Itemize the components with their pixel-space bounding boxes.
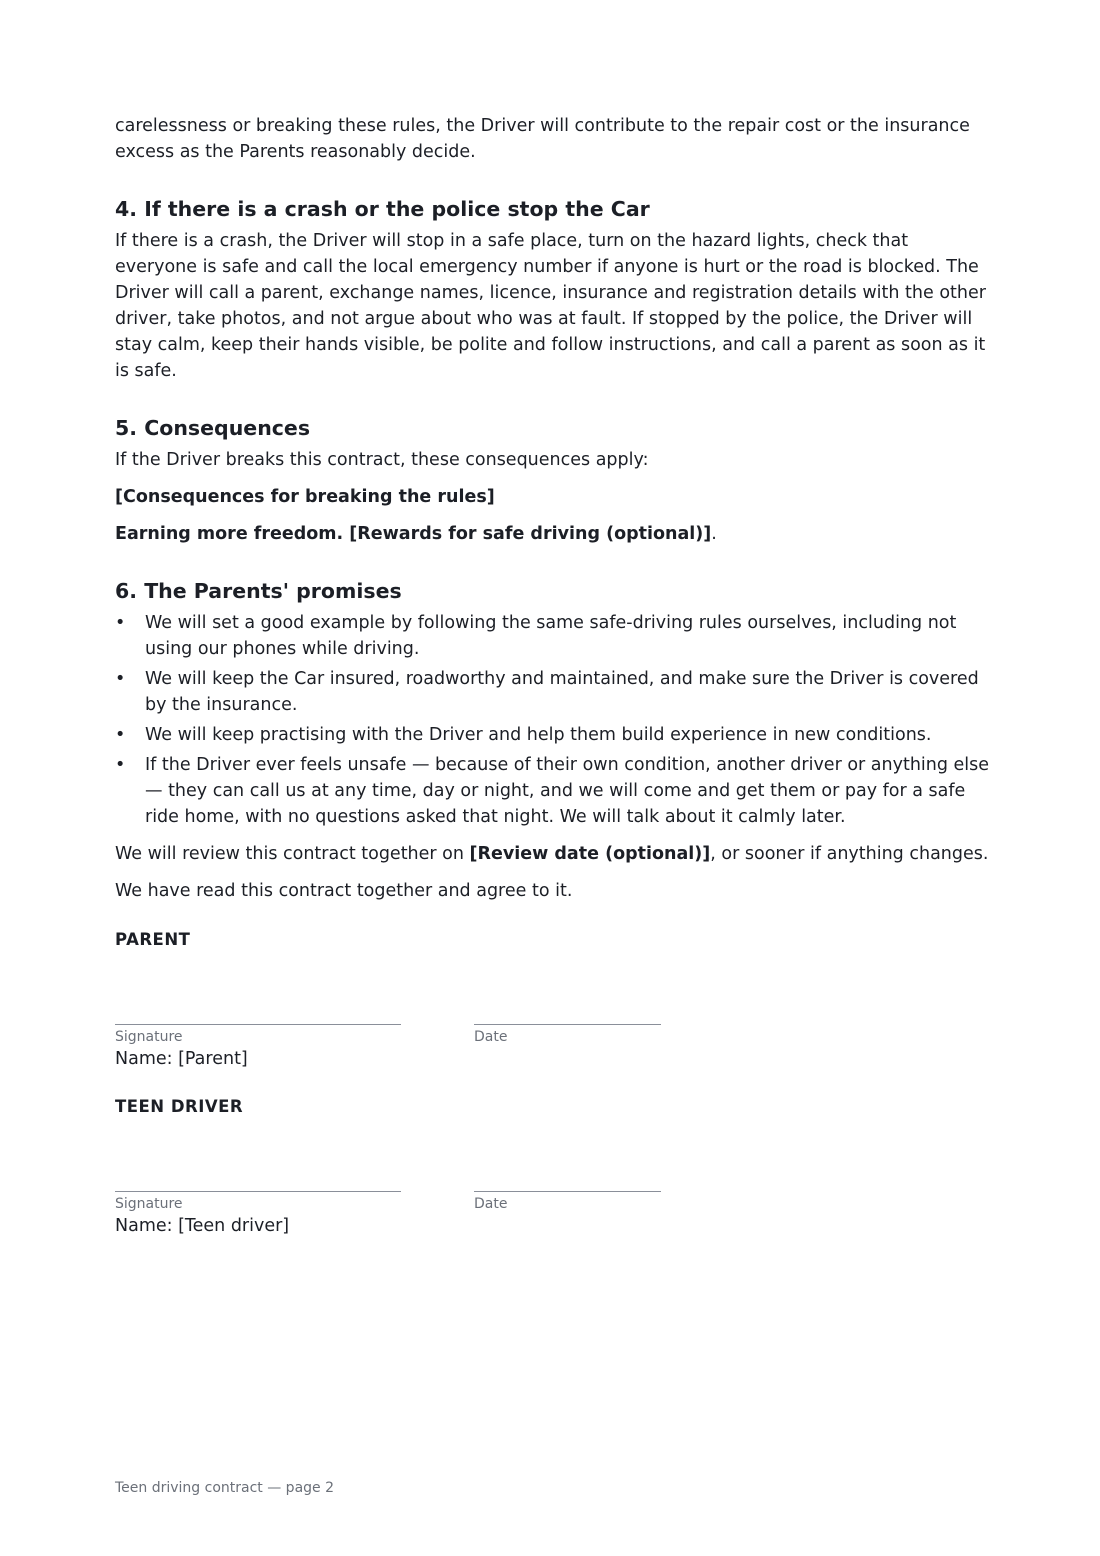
date-field[interactable] bbox=[474, 1024, 661, 1046]
section-heading: 4. If there is a crash or the police stop the Car bbox=[115, 197, 650, 221]
consequences-placeholder bbox=[115, 484, 995, 510]
list-item bbox=[115, 752, 995, 830]
promises-list bbox=[115, 610, 995, 830]
teen-driver-signature-block bbox=[115, 1096, 995, 1238]
list-item bbox=[115, 666, 995, 718]
date-line bbox=[474, 1024, 661, 1025]
promise-text: If the Driver ever feels unsafe — because of their own condition, another driver or anything else — they can call us at any time, day or night, and we will come and get them or pay for a safe ride home, with no questions asked that night. We will talk about it calmly later. bbox=[145, 755, 990, 827]
signature-row bbox=[115, 1191, 995, 1213]
page-footer: Teen driving contract — page 2 bbox=[115, 1480, 335, 1496]
section-parents-promises bbox=[115, 577, 995, 904]
signature-field[interactable] bbox=[115, 1024, 401, 1046]
section-consequences bbox=[115, 414, 995, 547]
rewards-period: . bbox=[711, 524, 717, 544]
signature-row bbox=[115, 1024, 995, 1046]
promise-text: We will keep the Car insured, roadworthy and maintained, and make sure the Driver is covered by the insurance. bbox=[145, 669, 979, 715]
bullet-icon: • bbox=[115, 725, 126, 745]
section-heading: 6. The Parents' promises bbox=[115, 579, 402, 603]
promise-text: We will keep practising with the Driver and help them build experience in new conditions. bbox=[145, 725, 932, 745]
rewards-placeholder: Earning more freedom. [Rewards for safe driving (optional)] bbox=[115, 524, 712, 544]
signature-field[interactable] bbox=[115, 1191, 401, 1213]
section-crash-police bbox=[115, 195, 995, 384]
review-paragraph bbox=[115, 841, 995, 867]
consequences-intro: If the Driver breaks this contract, these consequences apply: bbox=[115, 450, 649, 470]
signer-name: Name: [Teen driver] bbox=[115, 1216, 290, 1236]
bullet-icon: • bbox=[115, 755, 126, 775]
signer-name: Name: [Parent] bbox=[115, 1049, 248, 1069]
parent-signature-block bbox=[115, 929, 995, 1071]
promise-text: We will set a good example by following the same safe-driving rules ourselves, including not using our phones while driving. bbox=[145, 613, 957, 659]
signature-heading: PARENT bbox=[115, 930, 191, 949]
signature-line bbox=[115, 1024, 401, 1025]
signature-caption: Signature bbox=[115, 1196, 183, 1212]
agreement-statement: We have read this contract together and agree to it. bbox=[115, 881, 573, 901]
signature-heading: TEEN DRIVER bbox=[115, 1097, 244, 1116]
review-text-before: We will review this contract together on bbox=[115, 844, 470, 864]
intro-paragraph: carelessness or breaking these rules, the Driver will contribute to the repair cost or the insurance excess as the Parents reasonably decide. bbox=[115, 116, 970, 162]
list-item bbox=[115, 722, 995, 748]
review-text-after: , or sooner if anything changes. bbox=[710, 844, 989, 864]
section-body: If there is a crash, the Driver will stop in a safe place, turn on the hazard lights, check that everyone is safe and call the local emergency number if anyone is hurt or the road is blocked. The Driver will call a parent, exchange names, licence, insurance and registration details with the other driver, take photos, and not argue about who was at fault. If stopped by the police, the Driver will stay calm, keep their hands visible, be polite and follow instructions, and call a parent as soon as it is safe. bbox=[115, 231, 986, 381]
signature-line bbox=[115, 1191, 401, 1192]
date-line bbox=[474, 1191, 661, 1192]
document-page bbox=[115, 113, 995, 1238]
date-caption: Date bbox=[474, 1196, 508, 1212]
review-date-placeholder: [Review date (optional)] bbox=[469, 844, 711, 864]
date-field[interactable] bbox=[474, 1191, 661, 1213]
bullet-icon: • bbox=[115, 669, 126, 689]
signature-caption: Signature bbox=[115, 1029, 183, 1045]
rewards-line bbox=[115, 521, 995, 547]
date-caption: Date bbox=[474, 1029, 508, 1045]
consequences-placeholder-text: [Consequences for breaking the rules] bbox=[115, 487, 495, 507]
bullet-icon: • bbox=[115, 613, 126, 633]
section-heading: 5. Consequences bbox=[115, 416, 311, 440]
list-item bbox=[115, 610, 995, 662]
